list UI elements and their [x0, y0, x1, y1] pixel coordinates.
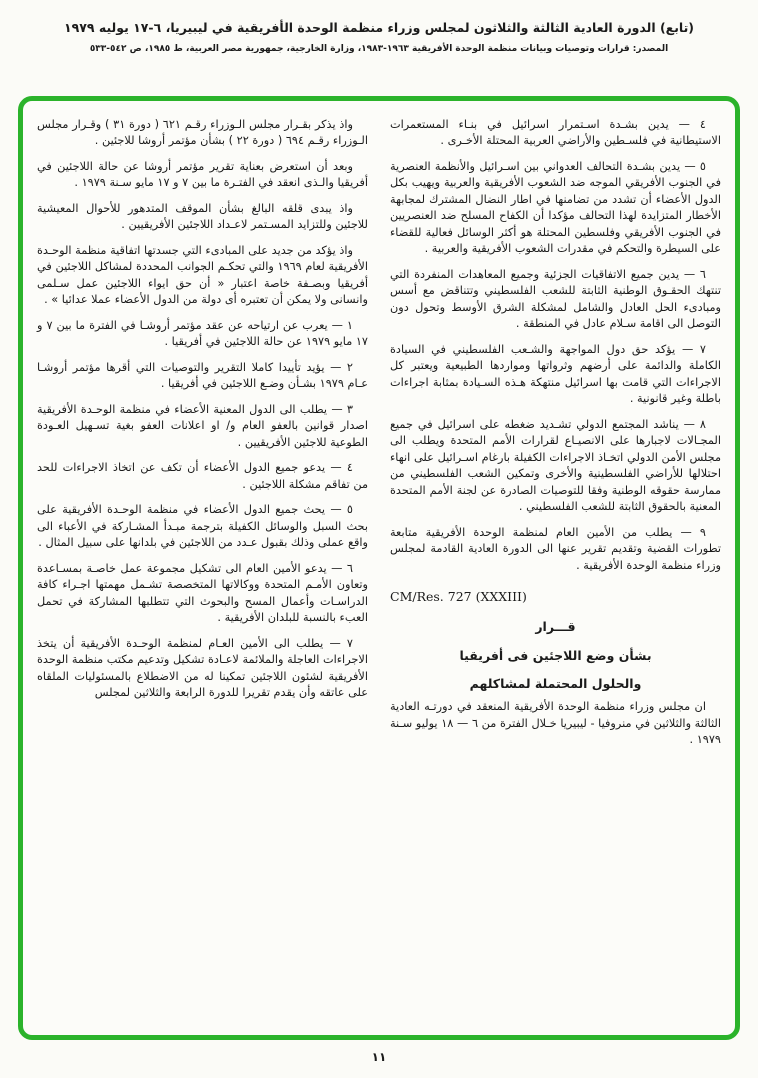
right-column-paragraphs	[390, 117, 721, 574]
paragraph: ٧ — يطلب الى الأمين العـام لمنظمة الوحـدة الأفريقية أن يتخذ الاجراءات العاجلة والملائمة لاعـادة تشكيل وتدعيم مكتب منظمة الوحدة الأفريقية لشئون اللاجئين تمكينا له من الاضطلاع بالمسئوليات الملقاه على عاتقه وأن يقدم تقريرا للدورة الرابعة والثلاثين لمجلس	[37, 636, 368, 700]
paragraph: ٩ — يطلب من الأمين العام لمنظمة الوحدة الأفريقية متابعة تطورات القضية وتقديم تقرير عنها الى الدورة العادية القادمة لمجلس وزراء منظمة الوحدة الأفريقية .	[390, 525, 721, 572]
paragraph: ٢ — يؤيد تأييدا كاملا التقرير والتوصيات التي أقرها مؤتمر أروشـا عـام ١٩٧٩ بشـأن وضـع اللاجئين في أفريقيا .	[37, 360, 368, 391]
source-citation: المصدر: قرارات وتوصيات وبيانات منظمة الوحدة الأفريقية ١٩٦٣-١٩٨٣، وزارة الخارجية، جمهورية مصر العربية، ط ١٩٨٥، ص ٥٤٢-٥٣٣	[89, 44, 669, 54]
document-header	[0, 0, 758, 54]
paragraph: ٤ — يدين بشـدة اسـتمرار اسرائيل في بنـاء المستعمرات الاستيطانية في فلسـطين والأراضي العربية المحتلة الأخـرى .	[390, 118, 721, 148]
paragraph: ٤ — يدعو جميع الدول الأعضاء أن تكف عن اتخاذ الاجراءات للحد من تفاقم مشكلة اللاجئين .	[37, 461, 368, 491]
paragraph: ٥ — يدين بشـدة التحالف العدواني بين اسـرائيل والأنظمة العنصرية في الجنوب الأفريقي الموجه ضد الشعوب الأفريقية والعربية ويهيب بكل الدول الأعضاء أن تشدد من تضامنها في اطار النضال المشترك لمجابهة الأخطار المتزايدة لهذا التحالف مؤكدا أن الكفاح المسلح ضد العنصريين في الجنوب الأفريقي وفلسطين المحتلة هو أكثر الوسائل فعالية للقضاء على السيطرة والتحكم في مقدرات الشعوب الأفريقية والعربية .	[390, 159, 721, 256]
two-column-layout	[37, 117, 721, 1025]
paragraph: ٦ — يدعو الأمين العام الى تشكيل مجموعة عمل خاصـة بمسـاعدة وتعاون الأمـم المتحدة ووكالاتها المتخصصة تشـمل مهمتها اجـراء كافة الدراسـات وأعمال المسح والبحوث التي تتطلبها المشاركة في تحمل العبء بالنسبة للبلدان الأفريقية .	[37, 561, 368, 625]
paragraph: ٨ — يناشد المجتمع الدولي تشـديد ضغطه على اسرائيل في جميع المجـالات لاجبارها على الانصيـاع لقرارات الأمم المتحدة ويطلب الى مجلس الأمن الدولي اتخـاذ الاجراءات الكفيلة بارغام اسـرائيل على انهاء احتلالها للأراضي الفلسطينية والأخرى وتمكين الشعب الفلسطيني من ممارسة حقوقه الوطنية وفقا للتوصيات الصادرة عن لجنة الأمم المتحدة المعنية بالحقوق الثابتة للشعب الفلسطيني .	[390, 417, 721, 514]
resolution-heading-main: قـــرار	[535, 619, 576, 635]
paragraph: ٥ — يحث جميع الدول الأعضاء في منظمة الوحـدة الأفريقية على بحث السبل والوسائل الكفيلة بترجمة مبـدأ المشـاركة في الأعباء الى واقع عملى وذلك بقبول عـدد من اللاجئين في بلدانها على سبيل المثال .	[37, 503, 368, 550]
page-number: ١١	[371, 1050, 387, 1064]
session-title: (تابع) الدورة العادية الثالثة والثلاثون لمجلس وزراء منظمة الوحدة الأفريقية في ليبيريا، ٦-١٧ يوليه ١٩٧٩	[63, 20, 695, 35]
paragraph: واذ يذكر بقـرار مجلس الـوزراء رقـم ٦٢١ ( دورة ٣١ ) وقـرار مجلس الـوزراء رقـم ٦٩٤ ( دورة ٢٢ ) بشأن مؤتمر أروشا للاجئين .	[37, 118, 368, 148]
paragraph: واذ يؤكد من جديد على المبادىء التي جسدتها اتفاقية منظمة الوحـدة الأفريقية لعام ١٩٦٩ والتي تحكـم الجوانب المحددة لمشاكل اللاجئين في أفريقيا وبصـفة خاصة اعتبار « أن حق ايواء اللاجئين عمل سـلمى وانسانى ولا يمكن أن تعتبره أى دولة من الدول الأعضاء عملا عدائيا » .	[37, 243, 368, 307]
paragraph: واذ يبدى قلقه البالغ بشأن الموقف المتدهور للأحوال المعيشية للاجئين وللتزايد المسـتمر لاعـداد اللاجئين الأفريقيين .	[37, 201, 368, 232]
paragraph: ٧ — يؤكد حق دول المواجهة والشـعب الفلسطيني في السيادة الكاملة والدائمة على أرضهم وثرواتها ومواردها الطبيعية ويعتبر كل الاجراءات التي قامت بها اسرائيل منتهكة هـذه السـيادة بمثابة اجراءات باطلة وغير قانونية .	[390, 342, 721, 406]
paragraph: وبعد أن استعرض بعناية تقرير مؤتمر أروشا عن حالة اللاجئين في أفريقيا والـذى انعقد في الفتـرة ما بين ٧ و ١٧ مايو سـنة ١٩٧٩ .	[37, 159, 368, 190]
resolution-heading-sub1: بشأن وضع اللاجئين فى أفريقيا	[459, 647, 652, 663]
resolution-code: CM/Res. 727 (XXXIII)	[390, 589, 527, 605]
paragraph: ٦ — يدين جميع الاتفاقيات الجزئية وجميع المعاهدات المنفردة التي تنتهك الحقـوق الوطنية الثابتة للشعب الفلسطيني وتتناقض مع أسس ومبادىء الحل العادل والشامل لمشكلة الشرق الأوسط وتحول دون التوصل الى اقامة سـلام عادل في المنطقة .	[390, 267, 721, 331]
left-column-paragraphs	[37, 117, 368, 702]
left-column	[37, 117, 368, 1025]
content-border-box	[18, 96, 740, 1040]
paragraph: ٣ — يطلب الى الدول المعنية الأعضاء في منظمة الوحـدة الأفريقية اصدار قوانين بالعفو العام و/ او اعلانات العفو بغية تسـهيل العـودة الطوعية للاجئين الأفريقيين .	[37, 402, 368, 449]
resolution-heading-sub2: والحلول المحتملة لمشاكلهم	[469, 675, 642, 691]
paragraph: ١ — يعرب عن ارتياحه عن عقد مؤتمر أروشـا في الفترة ما بين ٧ و ١٧ مايو ١٩٧٩ عن حالة اللاجئين في أفريقيا .	[37, 318, 368, 349]
right-column	[390, 117, 721, 1025]
resolution-intro-paragraph: ان مجلس وزراء منظمة الوحدة الأفريقية المنعقد في دورتـه العادية الثالثة والثلاثين في منروفيا - ليبيريا خـلال الفترة من ٦ — ١٨ يوليو سـنة ١٩٧٩ .	[390, 700, 722, 747]
